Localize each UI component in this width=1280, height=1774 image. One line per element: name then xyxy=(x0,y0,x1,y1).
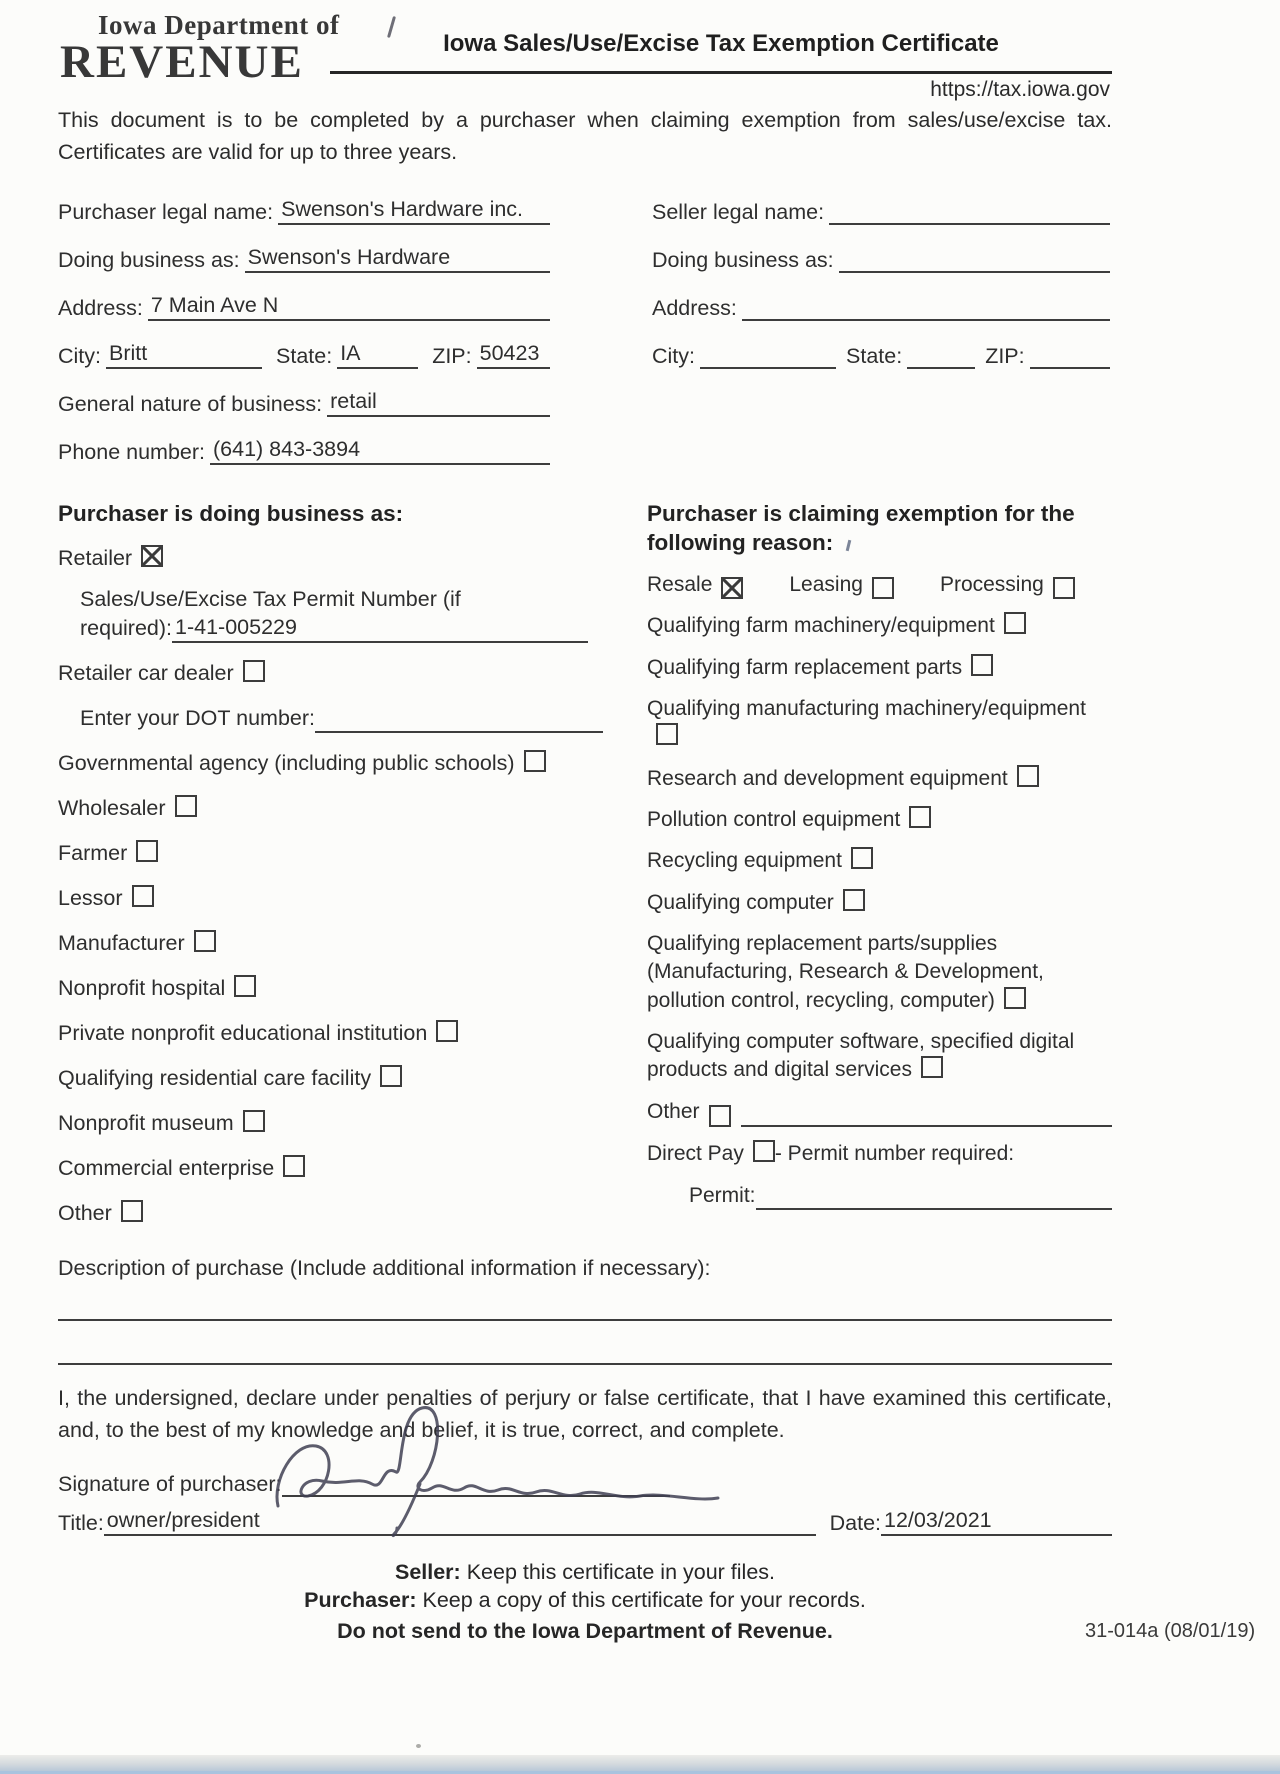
qualifying-manufacturing-machinery-checkbox[interactable] xyxy=(656,723,678,745)
recycling-equipment-row xyxy=(647,847,1112,875)
purchaser-city-label: City: xyxy=(58,343,101,368)
logo-line-2: REVENUE xyxy=(60,36,304,88)
signature-row xyxy=(58,1468,1112,1497)
qualifying-replacement-parts-checkbox[interactable] xyxy=(1004,987,1026,1009)
purchaser-phone-label: Phone number: xyxy=(58,439,206,464)
retailer-label: Retailer xyxy=(58,546,133,571)
seller-address-field[interactable] xyxy=(742,292,1110,321)
footer-purchaser-line xyxy=(58,1586,1112,1614)
exemption-other-checkbox[interactable] xyxy=(709,1105,731,1127)
qualifying-manufacturing-machinery-row xyxy=(647,695,1112,752)
qualifying-farm-machinery-label: Qualifying farm machinery/equipment xyxy=(647,614,995,638)
qualifying-residential-care-checkbox[interactable] xyxy=(380,1065,402,1087)
seller-legal-name-row xyxy=(652,196,1110,225)
direct-pay-checkbox[interactable] xyxy=(753,1140,775,1162)
permit-number-field[interactable]: 1-41-005229 xyxy=(172,614,588,643)
qualifying-farm-replacement-parts-row xyxy=(647,654,1112,682)
description-line-2[interactable] xyxy=(58,1361,1112,1365)
business-type-governmental-agency-row xyxy=(58,749,603,778)
pollution-control-equipment-label: Pollution control equipment xyxy=(647,807,901,831)
nonprofit-museum-label: Nonprofit museum xyxy=(58,1110,234,1135)
farmer-label: Farmer xyxy=(58,840,128,865)
business-type-farmer-row xyxy=(58,839,603,868)
processing-label: Processing xyxy=(939,572,1044,596)
direct-pay-suffix: - Permit number required: xyxy=(774,1141,1015,1165)
pen-mark xyxy=(846,540,852,551)
qualifying-manufacturing-machinery-label: Qualifying manufacturing machinery/equipment xyxy=(647,696,1086,720)
processing-checkbox[interactable] xyxy=(1053,577,1075,599)
seller-state-field[interactable] xyxy=(907,340,975,369)
purchaser-address-label: Address: xyxy=(58,295,143,320)
nonprofit-hospital-label: Nonprofit hospital xyxy=(58,975,226,1000)
doing-business-as-section xyxy=(58,499,603,1228)
title-underline xyxy=(330,71,1112,74)
logo-line-1: Iowa Department of xyxy=(98,10,340,40)
footer-do-not-send-line: Do not send to the Iowa Department of Revenue. xyxy=(337,1618,833,1643)
qualifying-computer-software-label: Qualifying computer software, specified digital products and digital services xyxy=(647,1030,1075,1082)
direct-pay-label: Direct Pay xyxy=(647,1141,744,1165)
seller-state-label: State: xyxy=(846,343,903,368)
qualifying-computer-software-row xyxy=(647,1028,1112,1085)
doing-business-as-heading: Purchaser is doing business as: xyxy=(58,500,404,526)
footer-purchaser-text: Keep a copy of this certificate for your records. xyxy=(416,1588,866,1613)
document-header xyxy=(58,0,1112,104)
retailer-car-dealer-checkbox[interactable] xyxy=(243,660,265,682)
purchaser-dba-field[interactable]: Swenson's Hardware xyxy=(245,244,550,273)
pollution-control-equipment-row xyxy=(647,806,1112,834)
sales-tax-permit-block xyxy=(80,585,588,642)
resale-label: Resale xyxy=(647,572,713,596)
seller-fields-column xyxy=(652,177,1110,465)
permit-label-line2: required): xyxy=(80,616,173,641)
seller-dba-label: Doing business as: xyxy=(652,247,834,272)
lessor-label: Lessor xyxy=(58,885,123,910)
qualifying-replacement-parts-row xyxy=(647,930,1112,1015)
business-other-label: Other xyxy=(58,1200,112,1225)
leasing-checkbox[interactable] xyxy=(872,577,894,599)
purchaser-state-label: State: xyxy=(276,343,333,368)
wholesaler-checkbox[interactable] xyxy=(175,795,197,817)
website-url: https://tax.iowa.gov xyxy=(930,78,1110,101)
private-nonprofit-educational-label: Private nonprofit educational institution xyxy=(58,1020,428,1045)
party-fields xyxy=(58,177,1112,465)
seller-city-field[interactable] xyxy=(700,340,836,369)
business-type-nonprofit-museum-row xyxy=(58,1109,603,1138)
farmer-checkbox[interactable] xyxy=(136,840,158,862)
purchaser-zip-label: ZIP: xyxy=(432,343,472,368)
qualifying-replacement-parts-label: Qualifying replacement parts/supplies (Manufacturing, Research & Development, pollution control, recycling, computer) xyxy=(647,931,1044,1012)
purchaser-legal-name-field[interactable]: Swenson's Hardware inc. xyxy=(278,196,550,225)
lessor-checkbox[interactable] xyxy=(132,885,154,907)
exemption-heading-line2 xyxy=(647,528,1112,558)
manufacturer-label: Manufacturer xyxy=(58,930,185,955)
footer-seller-line xyxy=(58,1558,1112,1586)
business-type-wholesaler-row xyxy=(58,794,603,823)
purchaser-legal-name-row xyxy=(58,196,550,225)
business-type-qualifying-residential-care-row xyxy=(58,1064,603,1093)
exemption-heading-line2-text: following reason: xyxy=(647,530,834,556)
signature-label: Signature of purchaser: xyxy=(58,1471,282,1496)
seller-dba-row xyxy=(652,244,1110,273)
governmental-agency-checkbox[interactable] xyxy=(524,750,546,772)
seller-dba-field[interactable] xyxy=(839,244,1110,273)
exemption-reason-section xyxy=(647,499,1112,1228)
exemption-other-label: Other xyxy=(647,1100,700,1124)
pollution-control-equipment-checkbox[interactable] xyxy=(909,806,931,828)
business-type-other-row xyxy=(58,1199,603,1228)
business-type-manufacturer-row xyxy=(58,929,603,958)
dot-number-label: Enter your DOT number: xyxy=(80,705,315,730)
business-type-lessor-row xyxy=(58,884,603,913)
resale-checkbox[interactable] xyxy=(721,577,743,599)
qualifying-farm-machinery-checkbox[interactable] xyxy=(1004,612,1026,634)
qualifying-computer-label: Qualifying computer xyxy=(647,890,834,914)
retailer-car-dealer-label: Retailer car dealer xyxy=(58,660,234,685)
qualifying-computer-software-checkbox[interactable] xyxy=(921,1056,943,1078)
permit-label-line1: Sales/Use/Excise Tax Permit Number (if xyxy=(80,587,461,612)
nonprofit-museum-checkbox[interactable] xyxy=(243,1110,265,1132)
commercial-enterprise-checkbox[interactable] xyxy=(283,1155,305,1177)
description-line-1[interactable] xyxy=(58,1317,1112,1321)
exemption-other-field[interactable] xyxy=(741,1098,1112,1127)
purchaser-fields-column xyxy=(58,177,550,465)
business-type-retailer-car-dealer-row xyxy=(58,659,603,688)
nonprofit-hospital-checkbox[interactable] xyxy=(234,975,256,997)
dot-number-row xyxy=(80,704,603,733)
signature-field[interactable] xyxy=(282,1468,670,1497)
checkbox-sections xyxy=(58,499,1112,1228)
business-type-private-nonprofit-educational-row xyxy=(58,1019,603,1048)
qualifying-farm-machinery-row xyxy=(647,612,1112,640)
exemption-heading-line1: Purchaser is claiming exemption for the xyxy=(647,500,1075,526)
declaration-paragraph: I, the undersigned, declare under penalties of perjury or false certificate, that I have examined this certificate, and, to the best of my knowledge and belief, it is true, correct, and complete. xyxy=(58,1385,1112,1442)
seller-zip-label: ZIP: xyxy=(985,343,1025,368)
dot-number-field[interactable] xyxy=(315,704,603,733)
purchaser-phone-row xyxy=(58,436,550,465)
direct-pay-permit-label: Permit: xyxy=(689,1183,756,1207)
direct-pay-row xyxy=(647,1140,1112,1168)
retailer-checkbox[interactable] xyxy=(141,545,163,567)
recycling-equipment-label: Recycling equipment xyxy=(647,849,842,873)
seller-legal-name-field[interactable] xyxy=(829,196,1110,225)
qualifying-farm-replacement-parts-label: Qualifying farm replacement parts xyxy=(647,655,963,679)
exemption-other-row xyxy=(647,1098,1112,1127)
title-label: Title: xyxy=(58,1510,104,1535)
purchaser-zip-field[interactable]: 50423 xyxy=(477,340,550,369)
date-label: Date: xyxy=(829,1510,881,1535)
wholesaler-label: Wholesaler xyxy=(58,795,166,820)
research-development-equipment-label: Research and development equipment xyxy=(647,766,1008,790)
title-field[interactable]: owner/president xyxy=(104,1507,816,1536)
footer-instructions xyxy=(58,1558,1112,1645)
footer-purchaser-bold: Purchaser: xyxy=(304,1588,417,1613)
governmental-agency-label: Governmental agency (including public schools) xyxy=(58,750,515,775)
seller-address-row xyxy=(652,292,1110,321)
purchaser-nature-label: General nature of business: xyxy=(58,391,323,416)
footer-seller-text: Keep this certificate in your files. xyxy=(460,1559,775,1584)
date-field[interactable]: 12/03/2021 xyxy=(881,1507,1112,1536)
research-development-equipment-row xyxy=(647,765,1112,793)
seller-address-label: Address: xyxy=(652,295,737,320)
purchaser-address-field[interactable]: 7 Main Ave N xyxy=(148,292,550,321)
footer-seller-bold: Seller: xyxy=(394,1559,461,1584)
purchaser-city-field[interactable]: Britt xyxy=(106,340,262,369)
scanner-edge-artifact xyxy=(0,1755,1280,1774)
recycling-equipment-checkbox[interactable] xyxy=(851,847,873,869)
direct-pay-permit-field[interactable] xyxy=(756,1181,1112,1210)
title-date-row xyxy=(58,1507,1112,1536)
qualifying-computer-checkbox[interactable] xyxy=(843,889,865,911)
private-nonprofit-educational-checkbox[interactable] xyxy=(436,1020,458,1042)
purchaser-legal-name-label: Purchaser legal name: xyxy=(58,199,274,224)
manufacturer-checkbox[interactable] xyxy=(194,930,216,952)
leasing-label: Leasing xyxy=(789,572,863,596)
purchaser-address-row xyxy=(58,292,550,321)
qualifying-residential-care-label: Qualifying residential care facility xyxy=(58,1065,372,1090)
purchaser-phone-field[interactable]: (641) 843-3894 xyxy=(210,436,550,465)
business-type-retailer-row xyxy=(58,544,603,573)
pen-mark xyxy=(416,1744,421,1748)
form-number: 31-014a (08/01/19) xyxy=(1085,1620,1256,1642)
qualifying-farm-replacement-parts-checkbox[interactable] xyxy=(971,654,993,676)
research-development-equipment-checkbox[interactable] xyxy=(1017,765,1039,787)
resale-leasing-processing-row xyxy=(647,571,1112,599)
seller-zip-field[interactable] xyxy=(1030,340,1110,369)
purchaser-nature-row xyxy=(58,388,550,417)
purchaser-city-state-zip-row xyxy=(58,340,550,369)
purchaser-state-field[interactable]: IA xyxy=(337,340,418,369)
iowa-department-of-revenue-logo xyxy=(60,10,340,88)
seller-legal-name-label: Seller legal name: xyxy=(652,199,825,224)
intro-paragraph: This document is to be completed by a purchaser when claiming exemption from sales/use/excise tax. Certificates are valid for up to three years. xyxy=(58,108,1112,165)
purchaser-dba-label: Doing business as: xyxy=(58,247,240,272)
qualifying-computer-row xyxy=(647,889,1112,917)
direct-pay-permit-row xyxy=(689,1181,1112,1210)
seller-city-label: City: xyxy=(652,343,695,368)
purchaser-nature-field[interactable]: retail xyxy=(327,388,550,417)
purchaser-dba-row xyxy=(58,244,550,273)
seller-city-state-zip-row xyxy=(652,340,1110,369)
description-of-purchase-label: Description of purchase (Include additional information if necessary): xyxy=(58,1255,711,1280)
business-other-checkbox[interactable] xyxy=(121,1200,143,1222)
document-title: Iowa Sales/Use/Excise Tax Exemption Certificate xyxy=(443,30,999,57)
business-type-nonprofit-hospital-row xyxy=(58,974,603,1003)
business-type-commercial-enterprise-row xyxy=(58,1154,603,1183)
commercial-enterprise-label: Commercial enterprise xyxy=(58,1155,275,1180)
